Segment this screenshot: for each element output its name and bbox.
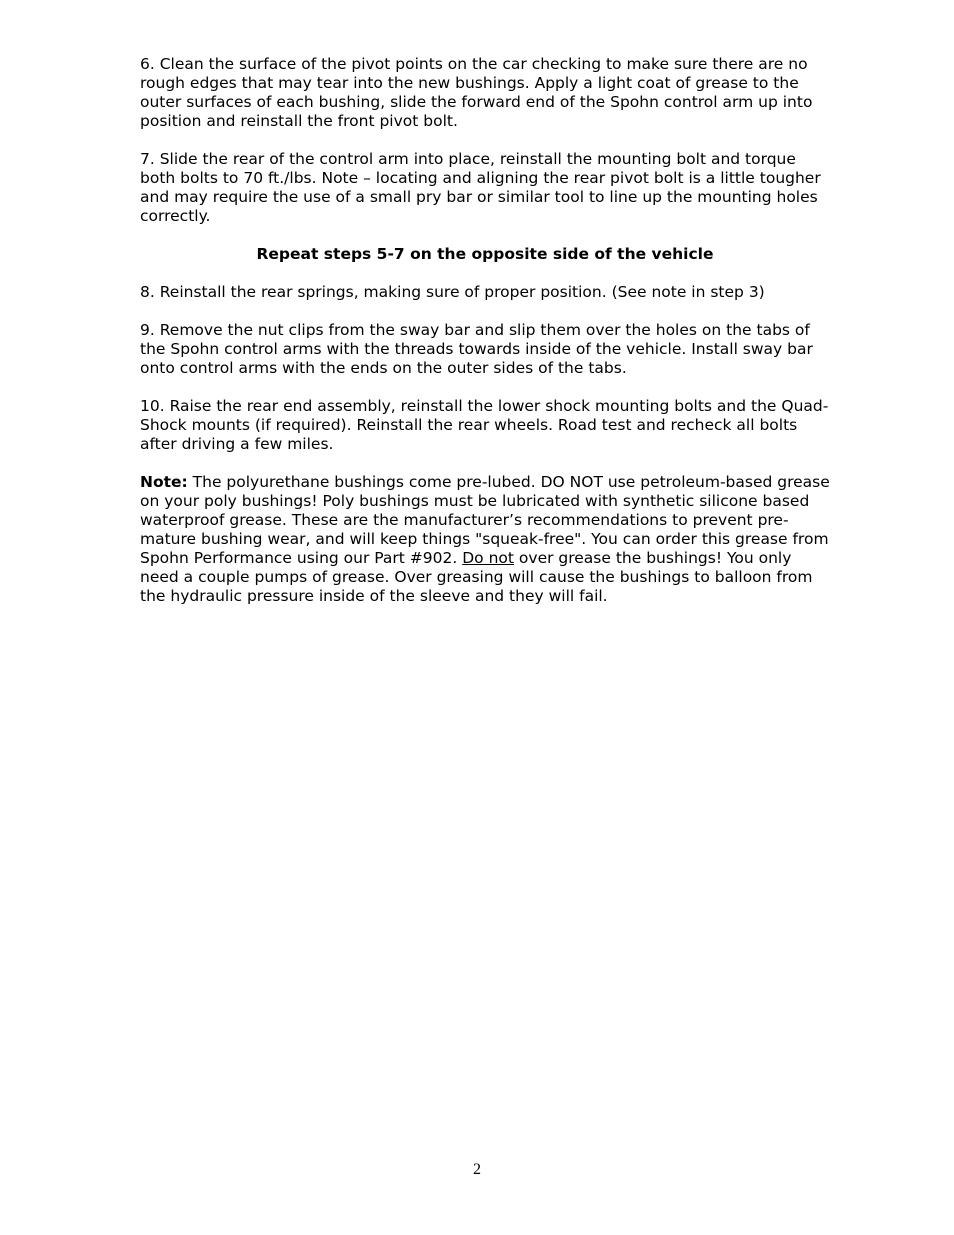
repeat-steps-heading: Repeat steps 5-7 on the opposite side of the vehicle [256,245,714,263]
step-9-paragraph: 9. Remove the nut clips from the sway bar and slip them over the holes on the tabs of the Spohn control arms with the threads towards inside of the vehicle. Install sway bar onto control arms with the ends on the outer sides of the tabs. [140,321,813,377]
note-underlined-text: Do not [462,549,514,567]
note-text-part2: over grease the bushings! You only need a couple pumps of grease. Over greasing will cause the bushings to balloon from the hydraulic pressure inside of the sleeve and they will fail. [140,549,813,605]
note-text-part1: The polyurethane bushings come pre-lubed. DO NOT use petroleum-based grease on your poly bushings! Poly bushings must be lubricated with synthetic silicone based waterproof grease. These are the manufacturer’s recommendations to prevent pre-mature bushing wear, and will keep things "squeak-free". You can order this grease from Spohn Performance using our Part #902. [140,473,830,567]
step-10-paragraph: 10. Raise the rear end assembly, reinstall the lower shock mounting bolts and the Quad-Shock mounts (if required). Reinstall the rear wheels. Road test and recheck all bolts after driving a few miles. [140,397,829,453]
document-body [140,55,830,625]
note-paragraph [140,473,830,606]
note-label: Note: [140,473,188,491]
step-6-paragraph: 6. Clean the surface of the pivot points on the car checking to make sure there are no rough edges that may tear into the new bushings. Apply a light coat of grease to the outer surfaces of each bushing, slide the forward end of the Spohn control arm up into position and reinstall the front pivot bolt. [140,55,813,130]
step-8-paragraph: 8. Reinstall the rear springs, making sure of proper position. (See note in step 3) [140,283,765,301]
page-number: 2 [473,1161,481,1178]
step-7-paragraph: 7. Slide the rear of the control arm into place, reinstall the mounting bolt and torque both bolts to 70 ft./lbs. Note – locating and aligning the rear pivot bolt is a little tougher and may require the use of a small pry bar or similar tool to line up the mounting holes correctly. [140,150,821,225]
